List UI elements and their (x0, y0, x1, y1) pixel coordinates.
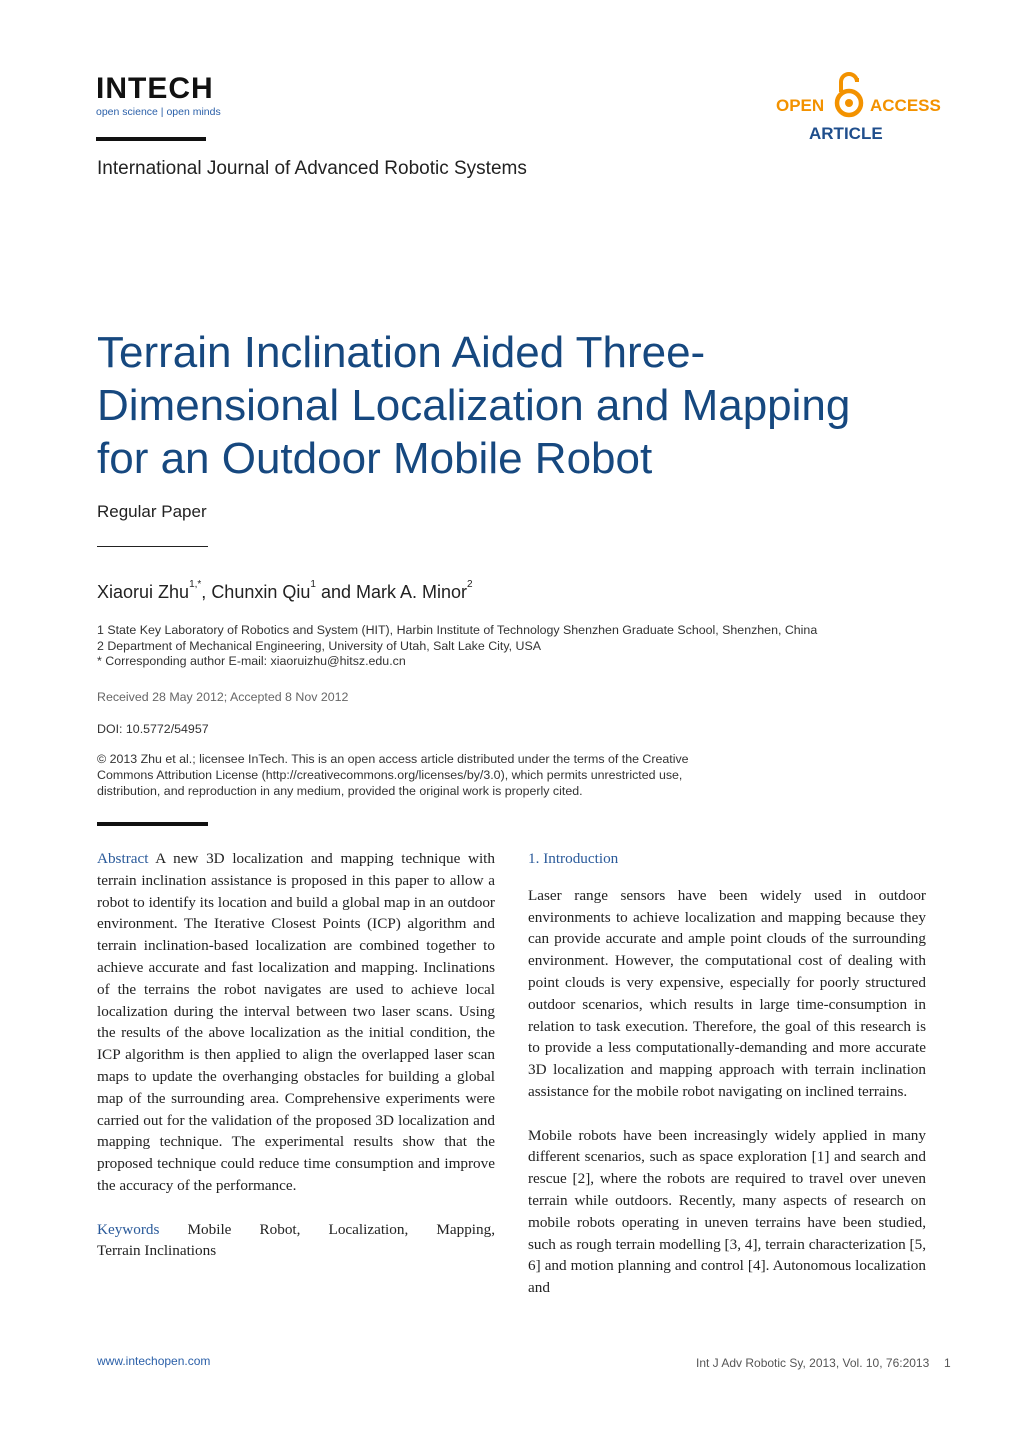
badge-access-text: ACCESS (870, 96, 941, 115)
abstract-text: A new 3D localization and mapping technique with terrain inclination assistance is proposed in this paper to allow a robot to identify its location and build a global map in an outdoor environment. The Iterative Closest Points (ICP) algorithm and terrain inclination-based localization are combined together to achieve accurate and fast localization and mapping. Inclinations of the terrains the robot navigates are used to achieve local localization during the interval between two laser scans. Using the results of the above localization as the initial condition, the ICP algorithm is then applied to align the overlapped laser scan maps to update the overhanging obstacles for building a global map of the surrounding area. Comprehensive experiments were carried out for the validation of the proposed 3D localization and mapping technique. The experimental results show that the proposed technique could reduce time consumption and improve the accuracy of the performance. (97, 850, 495, 1194)
author-list (97, 579, 473, 603)
author-name: Chunxin Qiu (211, 582, 311, 602)
logo-underline (96, 137, 206, 141)
author-separator: and (315, 582, 356, 602)
citation-footer: Int J Adv Robotic Sy, 2013, Vol. 10, 76:2013 (696, 1356, 930, 1370)
keywords-line (97, 1219, 495, 1241)
doi: DOI: 10.5772/54957 (97, 722, 209, 736)
section-divider (97, 822, 208, 826)
title-line: Dimensional Localization and Mapping (97, 381, 851, 430)
page-number: 1 (944, 1356, 951, 1370)
affiliation-line: 1 State Key Laboratory of Robotics and System (HIT), Harbin Institute of Technology Shenzhen Graduate School, Shenzhen, China (97, 623, 818, 637)
publisher-logo-wordmark: INTECH (96, 72, 214, 105)
keywords-text: Mobile Robot, Localization, Mapping, (159, 1220, 495, 1238)
license-line: Commons Attribution License (http://creativecommons.org/licenses/by/3.0), which permits unrestricted use, (97, 767, 683, 782)
license-line: distribution, and reproduction in any medium, provided the original work is properly cited. (97, 783, 583, 798)
received-accepted-dates: Received 28 May 2012; Accepted 8 Nov 2012 (97, 690, 349, 704)
keywords-label: Keywords (97, 1220, 160, 1238)
publisher-tagline: open science | open minds (96, 106, 221, 118)
keywords-line: Terrain Inclinations (97, 1242, 217, 1260)
publisher-logo (96, 74, 221, 118)
author-name: Xiaorui Zhu (97, 582, 190, 602)
author-separator: , (201, 582, 212, 602)
paper-type: Regular Paper (97, 502, 207, 521)
affiliation-line: 2 Department of Mechanical Engineering, University of Utah, Salt Lake City, USA (97, 638, 541, 653)
open-access-badge (776, 72, 941, 144)
paper-title (97, 326, 917, 485)
author-affiliation-mark: 1 (310, 579, 316, 590)
badge-article-text: ARTICLE (809, 124, 883, 143)
left-column (97, 848, 495, 1262)
journal-name: International Journal of Advanced Robotic Systems (97, 158, 527, 179)
section-divider (97, 546, 208, 547)
author-name: Mark A. Minor (355, 582, 468, 602)
author-affiliation-mark: 1,* (189, 579, 202, 590)
section-heading: 1. Introduction (528, 850, 619, 867)
body-paragraph: Mobile robots have been increasingly widely applied in many different scenarios, such as space exploration [1] and search and rescue [2], where the robots are required to travel over uneven terrain while outdoors. Recently, many aspects of research on mobile robots operating in uneven terrains have been studied, such as rough terrain modelling [3, 4], terrain characterization [5, 6] and motion planning and control [4]. Autonomous localization and (528, 1126, 926, 1297)
affiliations (97, 623, 817, 670)
right-column (528, 848, 926, 1299)
license-notice (97, 752, 757, 799)
badge-open-text: OPEN (776, 96, 825, 115)
title-line: Terrain Inclination Aided Three- (97, 328, 706, 377)
publisher-website-link[interactable]: www.intechopen.com (97, 1354, 211, 1368)
corresponding-author: * Corresponding author E-mail: xiaoruizhu@hitsz.edu.cn (97, 654, 406, 668)
body-paragraph: Laser range sensors have been widely used in outdoor environments to achieve localization and mapping because they can provide accurate and ample point clouds of the surrounding environment. However, the computational cost of dealing with point clouds is very expensive, especially for poorly structured outdoor scenarios, which results in large time-consumption in relation to task execution. Therefore, the goal of this research is to provide a less computationally-demanding and more accurate 3D localization and mapping approach with terrain inclination assistance for the mobile robot navigating on inclined terrains. (528, 886, 926, 1100)
open-lock-icon (832, 72, 866, 118)
author-affiliation-mark: 2 (467, 579, 473, 590)
abstract-label: Abstract (97, 850, 149, 867)
license-line: © 2013 Zhu et al.; licensee InTech. This is an open access article distributed under the terms of the Creative (97, 752, 689, 766)
title-line: for an Outdoor Mobile Robot (97, 434, 653, 483)
abstract-paragraph (97, 848, 495, 1197)
